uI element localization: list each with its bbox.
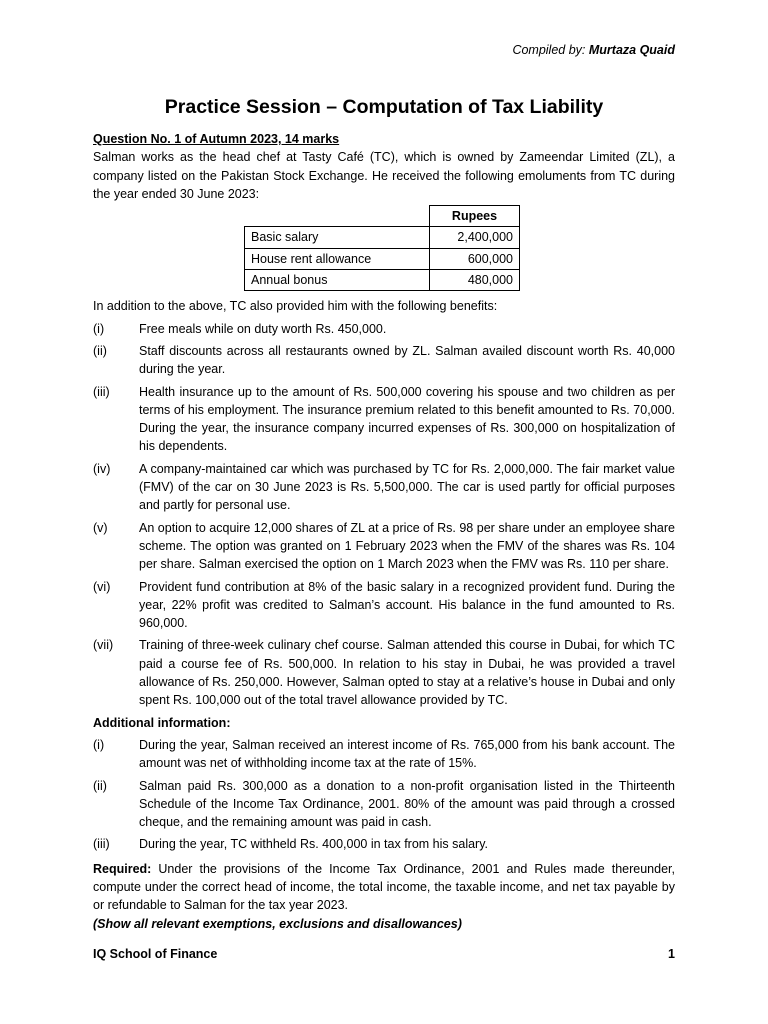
- page-number: 1: [668, 947, 675, 961]
- benefits-intro: In addition to the above, TC also provided him with the following benefits:: [93, 299, 498, 314]
- list-item: [93, 578, 675, 633]
- item-text: Provident fund contribution at 8% of the basic salary in a recognized provident fund. During the year, 22% profit was credited to Salman’s account. His balance in the fund amounted to Rs. 960,000.: [139, 579, 675, 631]
- item-number: (iv): [93, 461, 111, 476]
- additional-info-list: [93, 736, 675, 854]
- compiled-label: Compiled by:: [512, 43, 586, 57]
- item-number: (iii): [93, 384, 110, 399]
- compiler-name: Murtaza Quaid: [588, 43, 675, 57]
- list-item: [93, 835, 675, 853]
- question-heading: Question No. 1 of Autumn 2023, 14 marks: [93, 132, 340, 146]
- table-row: [245, 270, 520, 291]
- list-item: [93, 736, 675, 773]
- item-number: (iii): [93, 837, 110, 852]
- required-note: (Show all relevant exemptions, exclusions and disallowances): [93, 916, 462, 931]
- item-text: Salman paid Rs. 300,000 as a donation to a non-profit organisation listed in the Thirteenth Schedule of the Income Tax Ordinance, 2001. 80% of the amount was paid through a crossed cheque, and the remaining amount was paid in cash.: [139, 778, 675, 830]
- required-paragraph: [93, 860, 675, 915]
- item-text: Health insurance up to the amount of Rs. 500,000 covering his spouse and two children as per terms of his employment. The insurance premium related to this benefit amounted to Rs. 70,000. During the year, the insurance company incurred expenses of Rs. 300,000 on hospitalization of his dependents.: [139, 384, 675, 454]
- table-row-amount: 2,400,000: [430, 227, 520, 248]
- additional-info-heading: Additional information:: [93, 715, 231, 730]
- question-body: [93, 130, 675, 933]
- list-item: [93, 519, 675, 574]
- list-item: [93, 777, 675, 832]
- item-number: (vii): [93, 638, 114, 653]
- item-text: Staff discounts across all restaurants owned by ZL. Salman availed discount worth Rs. 40,000 during the year.: [139, 343, 675, 377]
- item-text: An option to acquire 12,000 shares of ZL at a price of Rs. 98 per share under an employee share scheme. The option was granted on 1 February 2023 when the FMV of the shares was Rs. 104 per share. Salman exercised the option on 1 March 2023 when the FMV was Rs. 110 per share.: [139, 520, 675, 572]
- table-column-header: Rupees: [430, 206, 520, 227]
- item-number: (i): [93, 737, 105, 752]
- item-text: During the year, TC withheld Rs. 400,000 in tax from his salary.: [139, 837, 489, 852]
- item-number: (v): [93, 520, 108, 535]
- table-row-amount: 600,000: [430, 248, 520, 269]
- table-header-row: [245, 206, 520, 227]
- table-row-label: House rent allowance: [245, 248, 430, 269]
- compiled-by: [512, 43, 675, 57]
- item-number: (i): [93, 321, 105, 336]
- item-number: (ii): [93, 343, 107, 358]
- table-row-label: Annual bonus: [245, 270, 430, 291]
- benefits-list: [93, 320, 675, 710]
- item-text: Free meals while on duty worth Rs. 450,000.: [139, 321, 387, 336]
- item-number: (ii): [93, 778, 107, 793]
- table-row-amount: 480,000: [430, 270, 520, 291]
- table-row: [245, 227, 520, 248]
- table-row-label: Basic salary: [245, 227, 430, 248]
- list-item: [93, 636, 675, 709]
- item-number: (vi): [93, 579, 111, 594]
- emoluments-table: [244, 205, 520, 291]
- required-label: Required:: [93, 861, 152, 876]
- list-item: [93, 320, 675, 338]
- item-text: Training of three-week culinary chef course. Salman attended this course in Dubai, for which TC paid a course fee of Rs. 500,000. In relation to his stay in Dubai, he was provided a travel allowance of Rs. 250,000. However, Salman opted to stay at a relative’s house in Dubai and only spent Rs. 100,000 out of the total travel allowance provided by TC.: [139, 638, 675, 708]
- required-text: Under the provisions of the Income Tax Ordinance, 2001 and Rules made thereunder, compute under the correct head of income, the total income, the taxable income, and net tax payable by or refundable to Salman for the tax year 2023.: [93, 861, 675, 913]
- footer-school-name: IQ School of Finance: [93, 947, 218, 961]
- list-item: [93, 460, 675, 515]
- table-header-blank: [245, 206, 430, 227]
- item-text: A company-maintained car which was purchased by TC for Rs. 2,000,000. The fair market value (FMV) of the car on 30 June 2023 is Rs. 5,500,000. The car is used partly for official purposes and partly for personal use.: [139, 461, 675, 513]
- page-title: Practice Session – Computation of Tax Liability: [164, 96, 604, 118]
- question-intro: Salman works as the head chef at Tasty Café (TC), which is owned by Zameendar Limited (ZL), a company listed on the Pakistan Stock Exchange. He received the following emoluments from TC during the year ended 30 June 2023:: [93, 150, 675, 201]
- list-item: [93, 342, 675, 379]
- table-row: [245, 248, 520, 269]
- item-text: During the year, Salman received an interest income of Rs. 765,000 from his bank account. The amount was net of withholding income tax at the rate of 15%.: [139, 737, 675, 771]
- list-item: [93, 383, 675, 456]
